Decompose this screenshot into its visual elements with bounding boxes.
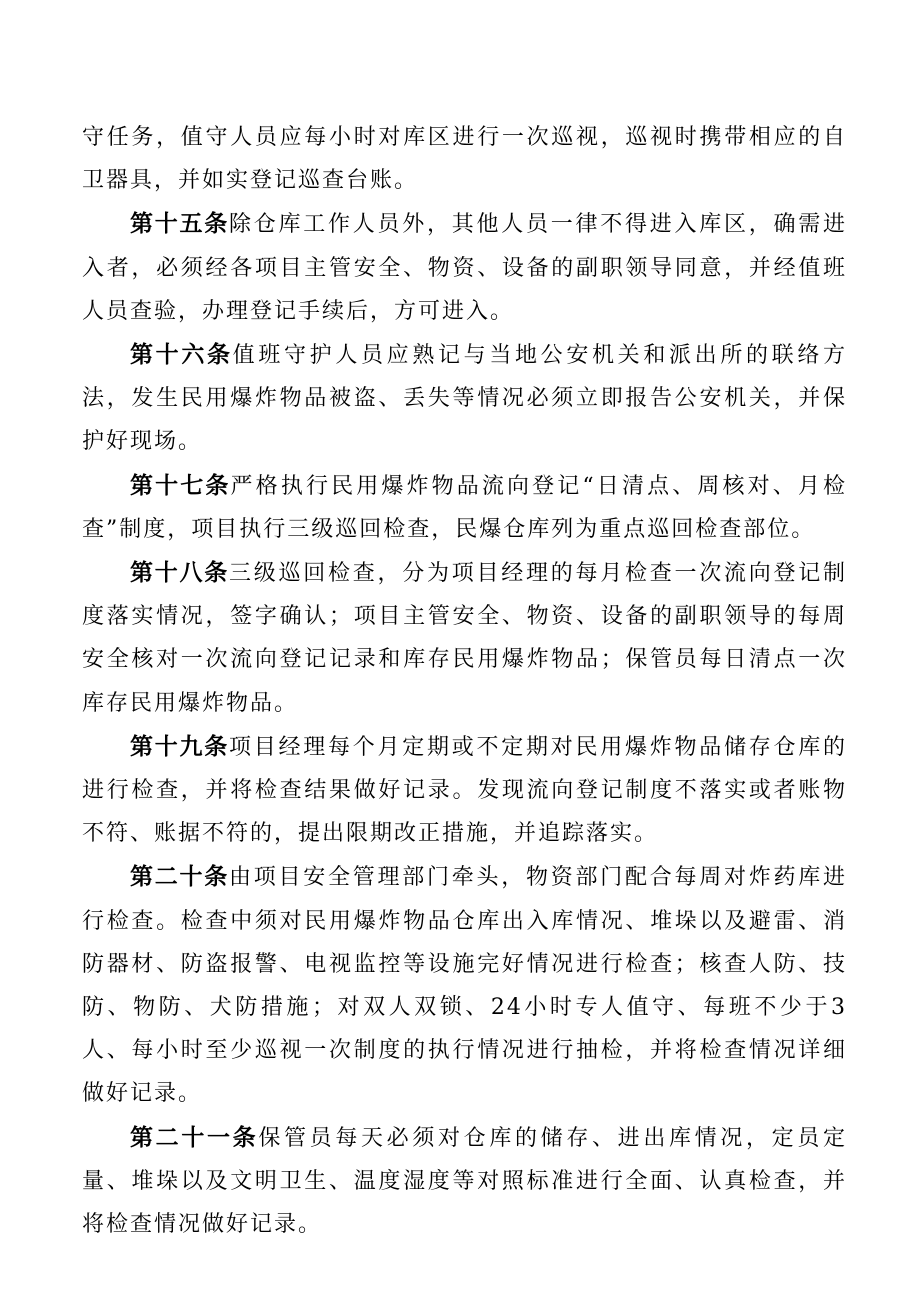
article-number: 第十五条 [130,210,229,238]
paragraph-text: 严格执行民用爆炸物品流向登记“日清点、周核对、月检查”制度，项目执行三级巡回检查，民爆仓库列为重点巡回检查部位。 [82,473,848,542]
paragraph-article-15 [82,202,847,333]
paragraph-text: 保管员每天必须对仓库的储存、进出库情况，定员定量、堆垛以及文明卫生、温度湿度等对照标准进行全面、认真检查，并将检查情况做好记录。 [82,1125,847,1238]
article-number: 第十六条 [130,341,233,369]
article-number: 第十八条 [130,559,229,587]
paragraph-article-16 [82,333,847,464]
paragraph-text: 除仓库工作人员外，其他人员一律不得进入库区，确需进入者，必须经各项目主管安全、物资、设备的副职领导同意，并经值班人员查验，办理登记手续后，方可进入。 [82,212,847,324]
paragraph-text: 项目经理每个月定期或不定期对民用爆炸物品储存仓库的进行检查，并将检查结果做好记录。发现流向登记制度不落实或者账物不符、账据不符的，提出限期改正措施，并追踪落实。 [82,734,847,847]
article-number: 第二十条 [130,863,229,891]
document-body [82,116,847,1246]
paragraph-article-20 [82,855,847,1115]
article-number: 第二十一条 [130,1123,259,1151]
paragraph-continuation [82,116,847,202]
article-number: 第十九条 [130,732,229,760]
paragraph-article-18 [82,551,847,725]
paragraph-text: 三级巡回检查，分为项目经理的每月检查一次流向登记制度落实情况，签字确认；项目主管安全、物资、设备的副职领导的每周安全核对一次流向登记记录和库存民用爆炸物品；保管员每日清点一次库存民用爆炸物品。 [82,561,847,716]
paragraph-text: 守任务，值守人员应每小时对库区进行一次巡视，巡视时携带相应的自卫器具，并如实登记巡查台账。 [82,125,847,194]
paragraph-text: 由项目安全管理部门牵头，物资部门配合每周对炸药库进行检查。检查中须对民用爆炸物品仓库出入库情况、堆垛以及避雷、消防器材、防盗报警、电视监控等设施完好情况进行检查；核查人防、技防、物防、犬防措施；对双人双锁、24小时专人值守、每班不少于3人、每小时至少巡视一次制度的执行情况进行抽检，并将检查情况详细做好记录。 [82,865,847,1107]
paragraph-article-17 [82,464,847,551]
paragraph-article-19 [82,725,847,856]
article-number: 第十七条 [130,471,231,499]
paragraph-text: 值班守护人员应熟记与当地公安机关和派出所的联络方法，发生民用爆炸物品被盗、丢失等情况必须立即报告公安机关，并保护好现场。 [82,343,847,455]
paragraph-article-21 [82,1116,847,1247]
